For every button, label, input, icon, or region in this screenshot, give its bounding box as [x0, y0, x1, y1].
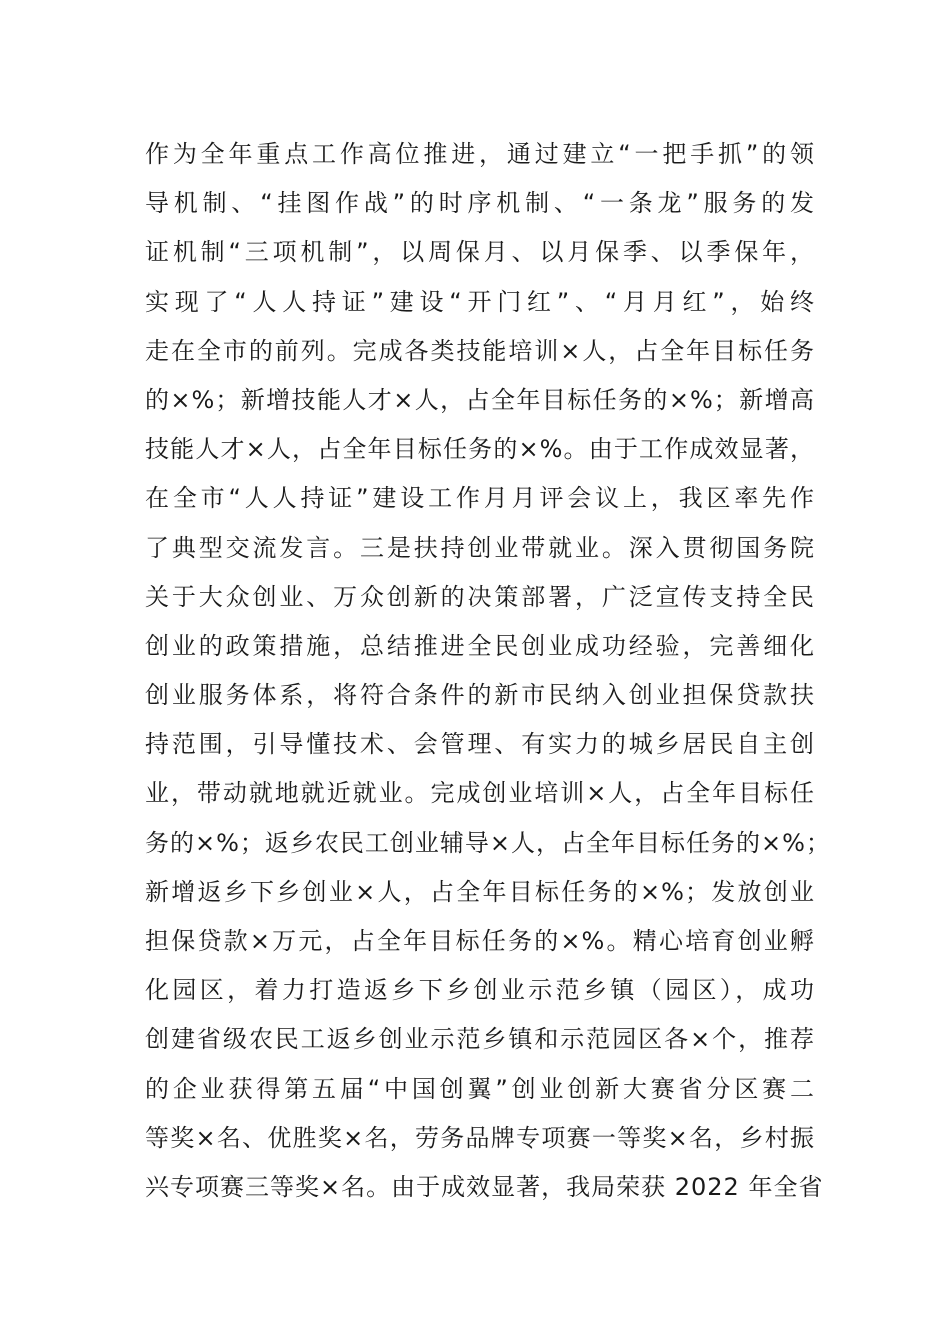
text-line: 创业服务体系，将符合条件的新市民纳入创业担保贷款扶	[145, 681, 815, 710]
text-line: 等奖×名、优胜奖×名，劳务品牌专项赛一等奖×名，乡村振	[145, 1123, 815, 1152]
text-line: 持范围，引导懂技术、会管理、有实力的城乡居民自主创	[145, 730, 815, 759]
text-line: 在全市“人人持证”建设工作月月评会议上，我区率先作	[145, 484, 815, 513]
text-line: 创建省级农民工返乡创业示范乡镇和示范园区各×个，推荐	[145, 1025, 815, 1054]
text-line: 业，带动就地就近就业。完成创业培训×人，占全年目标任	[145, 779, 815, 808]
text-line: 走在全市的前列。完成各类技能培训×人，占全年目标任务	[145, 336, 815, 365]
text-line: 了典型交流发言。三是扶持创业带就业。深入贯彻国务院	[145, 533, 815, 562]
text-line: 的企业获得第五届“中国创翼”创业创新大赛省分区赛二	[145, 1074, 815, 1103]
text-line: 担保贷款×万元，占全年目标任务的×%。精心培育创业孵	[145, 927, 815, 955]
text-line: 作为全年重点工作高位推进，通过建立“一把手抓”的领	[145, 140, 815, 168]
body-paragraph	[145, 130, 831, 1212]
text-line: 兴专项赛三等奖×名。由于成效显著，我局荣获 2022 年全省	[145, 1172, 824, 1201]
text-line: 关于大众创业、万众创新的决策部署，广泛宣传支持全民	[145, 582, 815, 611]
text-line: 的×%；新增技能人才×人，占全年目标任务的×%；新增高	[145, 385, 815, 414]
text-line: 创业的政策措施，总结推进全民创业成功经验，完善细化	[145, 631, 815, 660]
text-line: 新增返乡下乡创业×人，占全年目标任务的×%；发放创业	[145, 877, 815, 906]
text-line: 化园区，着力打造返乡下乡创业示范乡镇（园区），成功	[145, 976, 815, 1005]
text-line: 技能人才×人，占全年目标任务的×%。由于工作成效显著，	[145, 435, 815, 464]
text-line: 导机制、“挂图作战”的时序机制、“一条龙”服务的发	[145, 189, 815, 218]
text-line: 实现了“人人持证”建设“开门红”、“月月红”，始终	[145, 287, 815, 316]
text-line: 证机制“三项机制”，以周保月、以月保季、以季保年，	[145, 238, 815, 267]
text-line: 务的×%；返乡农民工创业辅导×人，占全年目标任务的×%；	[145, 828, 831, 857]
